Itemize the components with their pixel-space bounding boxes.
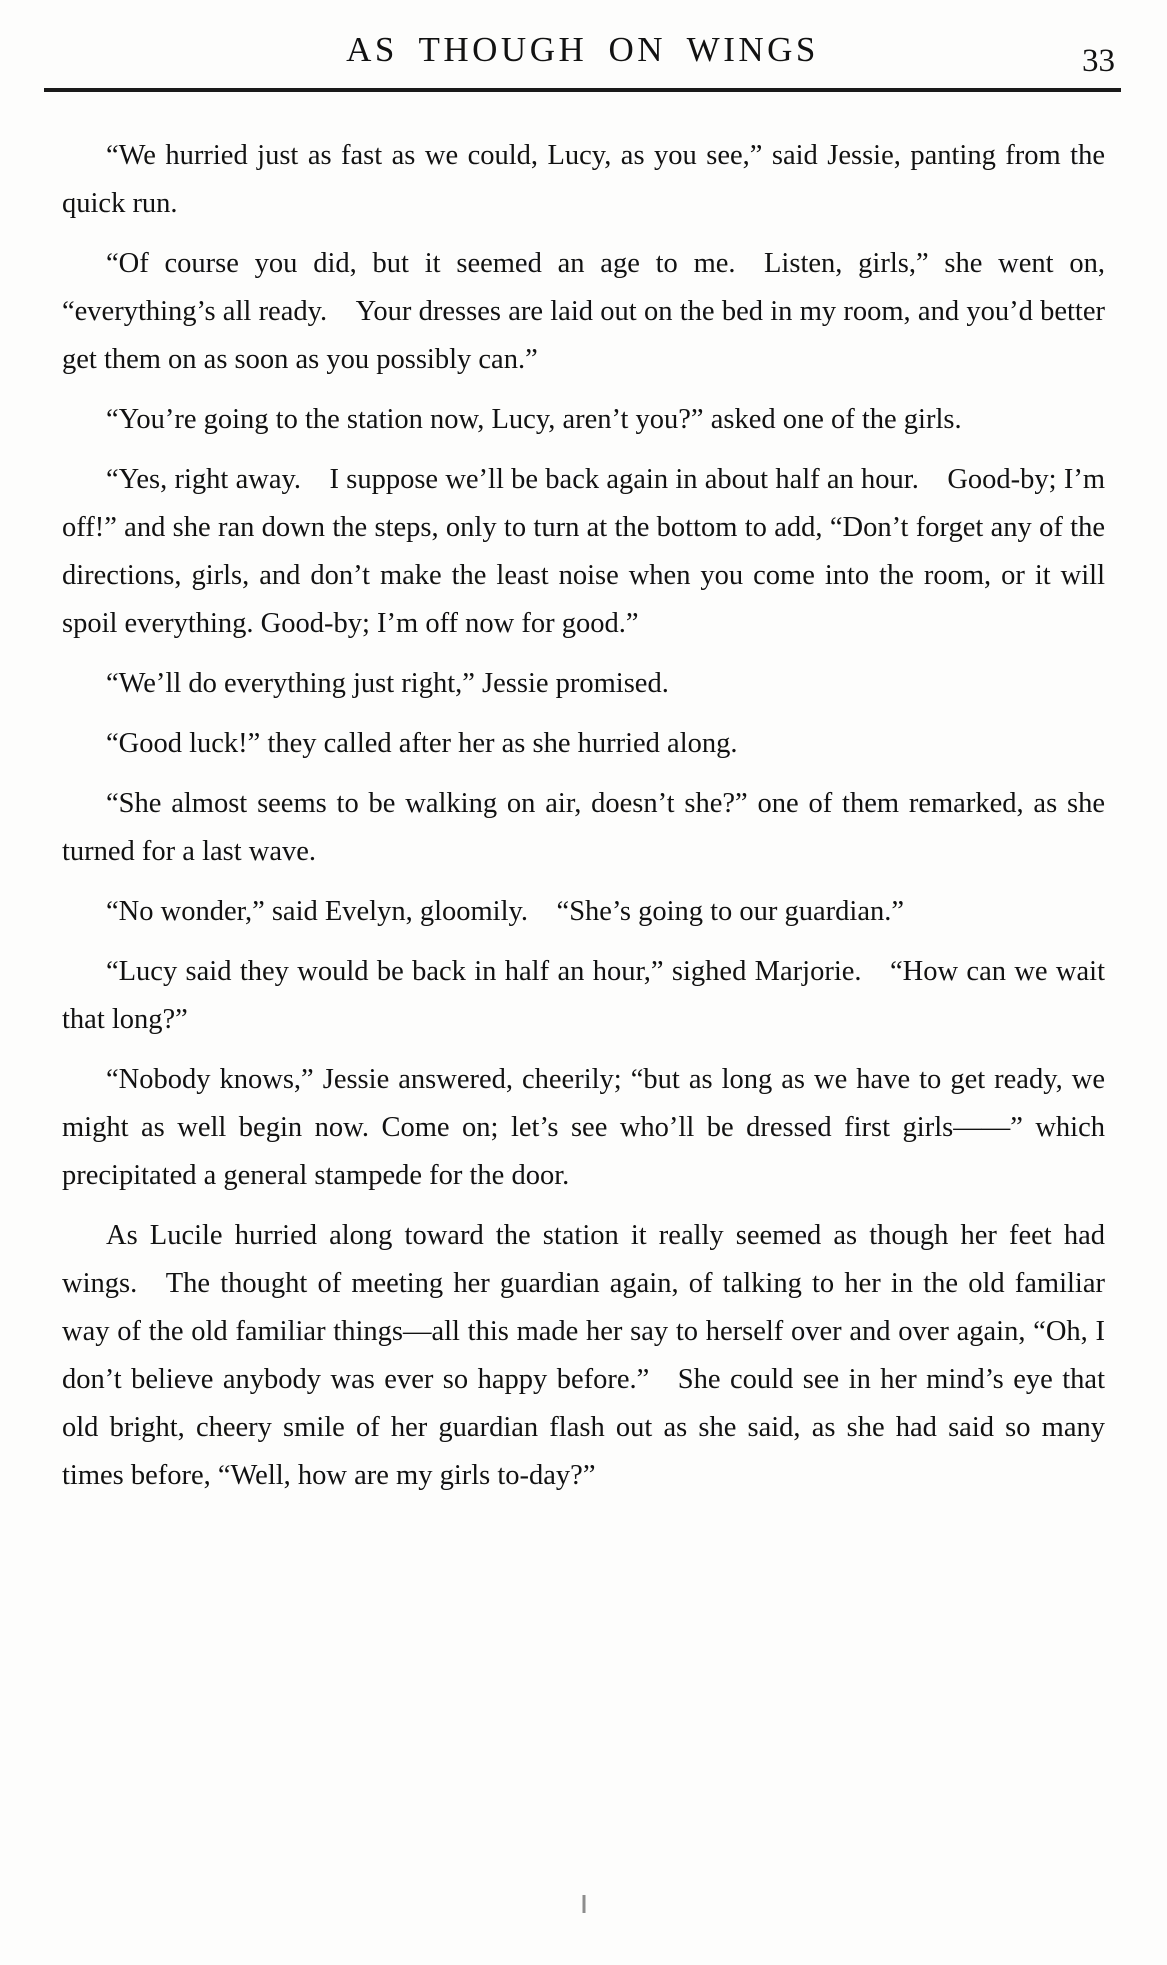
paragraph: “Lucy said they would be back in half an hour,” sighed Marjorie. “How can we wait that long?”: [62, 956, 1105, 1035]
header-rule: [44, 88, 1121, 92]
page-tail-mark: [582, 1895, 585, 1913]
paragraph: “Of course you did, but it seemed an age to me. Listen, girls,” she went on, “everything’s all ready. Your dresses are laid out on the bed in my room, and you’d better get them on as soon as you possibly can.”: [62, 248, 1105, 375]
paragraph: “She almost seems to be walking on air, doesn’t she?” one of them remarked, as she turned for a last wave.: [62, 788, 1105, 867]
running-head-title: AS THOUGH ON WINGS: [346, 30, 819, 69]
page-content: [40, 30, 1125, 1500]
body-text: [40, 132, 1125, 1500]
paragraph: “You’re going to the station now, Lucy, aren’t you?” asked one of the girls.: [106, 404, 962, 435]
paragraph: “Yes, right away. I suppose we’ll be back again in about half an hour. Good-by; I’m off!” and she ran down the steps, only to turn at the bottom to add, “Don’t forget any of the directions, girls, and don’t make the least noise when you come into the room, or it will spoil everything. Good-by; I’m off now for good.”: [62, 464, 1105, 639]
paragraph: “We hurried just as fast as we could, Lucy, as you see,” said Jessie, panting from the quick run.: [62, 140, 1105, 219]
running-head: [40, 30, 1125, 82]
paragraph: “No wonder,” said Evelyn, gloomily. “She’s going to our guardian.”: [106, 896, 905, 927]
paragraph: “We’ll do everything just right,” Jessie promised.: [106, 668, 669, 699]
paragraph: “Nobody knows,” Jessie answered, cheerily; “but as long as we have to get ready, we might as well begin now. Come on; let’s see who’ll be dressed first girls——” which precipitated a general stampede for the door.: [62, 1064, 1105, 1191]
page-number: 33: [1082, 43, 1115, 79]
paragraph: As Lucile hurried along toward the station it really seemed as though her feet had wings. The thought of meeting her guardian again, of talking to her in the old familiar way of the old familiar things—all this made her say to herself over and over again, “Oh, I don’t believe anybody was ever so happy before.” She could see in her mind’s eye that old bright, cheery smile of her guardian flash out as she said, as she had said so many times before, “Well, how are my girls to-day?”: [62, 1220, 1105, 1491]
paragraph: “Good luck!” they called after her as she hurried along.: [106, 728, 738, 759]
